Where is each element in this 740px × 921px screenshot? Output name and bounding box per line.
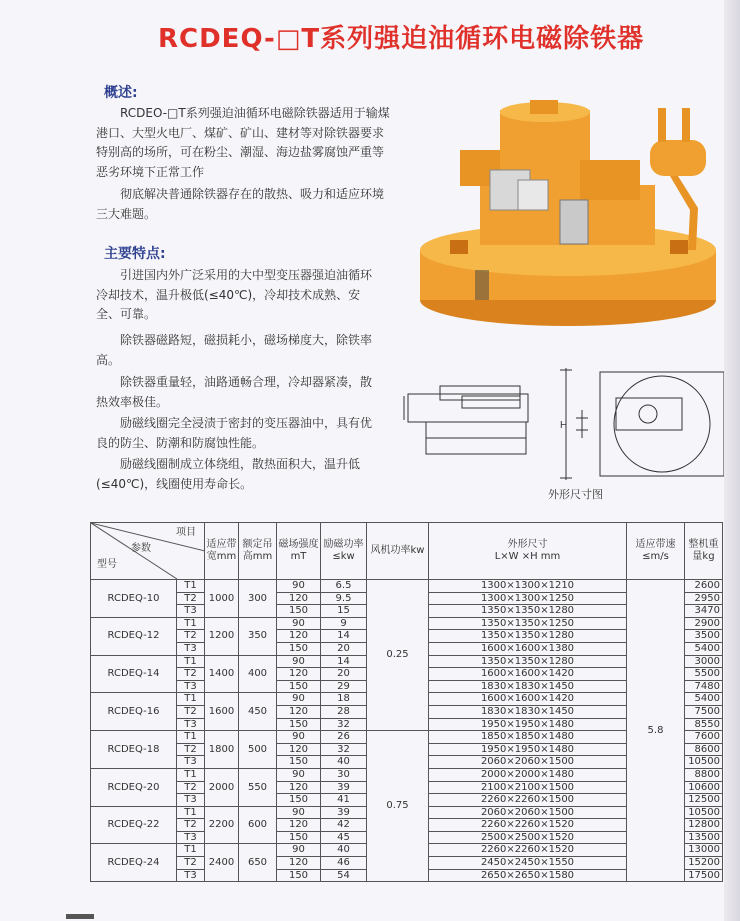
weight-cell: 10500 xyxy=(685,806,723,819)
belt-width-cell: 1800 xyxy=(205,731,239,769)
item-cell: T3 xyxy=(177,794,205,807)
hang-height-cell: 500 xyxy=(239,731,277,769)
item-cell: T3 xyxy=(177,718,205,731)
field-strength-cell: 120 xyxy=(277,857,321,870)
weight-cell: 3500 xyxy=(685,630,723,643)
field-strength-cell: 150 xyxy=(277,831,321,844)
item-cell: T3 xyxy=(177,831,205,844)
field-strength-cell: 90 xyxy=(277,731,321,744)
header-model: 型号 xyxy=(97,559,117,570)
weight-cell: 2900 xyxy=(685,617,723,630)
excitation-power-cell: 46 xyxy=(321,857,367,870)
dimensions-cell: 1350×1350×1250 xyxy=(429,617,627,630)
field-strength-cell: 150 xyxy=(277,718,321,731)
weight-cell: 17500 xyxy=(685,869,723,882)
excitation-power-cell: 54 xyxy=(321,869,367,882)
dimensions-cell: 1300×1300×1210 xyxy=(429,580,627,593)
header-dimensions-unit: L×W ×H mm xyxy=(494,551,561,562)
excitation-power-cell: 42 xyxy=(321,819,367,832)
excitation-power-cell: 18 xyxy=(321,693,367,706)
hang-height-cell: 350 xyxy=(239,617,277,655)
dimensions-cell: 2260×2260×1500 xyxy=(429,794,627,807)
model-cell: RCDEQ-10 xyxy=(91,580,177,618)
excitation-power-cell: 6.5 xyxy=(321,580,367,593)
field-strength-cell: 120 xyxy=(277,592,321,605)
weight-cell: 5400 xyxy=(685,642,723,655)
field-strength-cell: 90 xyxy=(277,580,321,593)
header-weight: 整机重量kg xyxy=(685,523,723,580)
field-strength-cell: 90 xyxy=(277,768,321,781)
header-dimensions-label: 外形尺寸 xyxy=(507,539,548,550)
drawing-h-label: H xyxy=(560,420,568,431)
weight-cell: 10600 xyxy=(685,781,723,794)
belt-speed-cell: 5.8 xyxy=(627,580,685,882)
dimensions-cell: 2260×2260×1520 xyxy=(429,844,627,857)
dimensions-cell: 1350×1350×1280 xyxy=(429,605,627,618)
item-cell: T2 xyxy=(177,819,205,832)
item-cell: T3 xyxy=(177,756,205,769)
model-cell: RCDEQ-12 xyxy=(91,617,177,655)
dimensions-cell: 1950×1950×1480 xyxy=(429,743,627,756)
header-dimensions xyxy=(429,523,627,580)
header-excitation-power: 励磁功率≤kw xyxy=(321,523,367,580)
field-strength-cell: 150 xyxy=(277,756,321,769)
excitation-power-cell: 9 xyxy=(321,617,367,630)
excitation-power-cell: 32 xyxy=(321,718,367,731)
weight-cell: 13000 xyxy=(685,844,723,857)
dimensions-cell: 1600×1600×1420 xyxy=(429,668,627,681)
weight-cell: 12500 xyxy=(685,794,723,807)
product-photo xyxy=(420,100,720,330)
item-cell: T3 xyxy=(177,869,205,882)
item-cell: T3 xyxy=(177,680,205,693)
item-cell: T2 xyxy=(177,781,205,794)
belt-width-cell: 1200 xyxy=(205,617,239,655)
spec-table xyxy=(90,522,723,882)
weight-cell: 8800 xyxy=(685,768,723,781)
item-cell: T1 xyxy=(177,731,205,744)
belt-width-cell: 2400 xyxy=(205,844,239,882)
header-item: 项目 xyxy=(176,527,196,538)
dimensions-cell: 1850×1850×1480 xyxy=(429,731,627,744)
excitation-power-cell: 41 xyxy=(321,794,367,807)
excitation-power-cell: 15 xyxy=(321,605,367,618)
spec-table-body xyxy=(91,580,723,882)
features-paragraph-4: 励磁线圈完全浸渍于密封的变压器油中，具有优良的防尘、防潮和防腐蚀性能。 xyxy=(96,416,373,450)
field-strength-cell: 90 xyxy=(277,844,321,857)
dimensions-cell: 2060×2060×1500 xyxy=(429,756,627,769)
excitation-power-cell: 26 xyxy=(321,731,367,744)
dimensions-cell: 1350×1350×1280 xyxy=(429,630,627,643)
field-strength-cell: 120 xyxy=(277,668,321,681)
excitation-power-cell: 45 xyxy=(321,831,367,844)
model-cell: RCDEQ-14 xyxy=(91,655,177,693)
features-paragraph-3: 除铁器重量轻，油路通畅合理，冷却器紧凑，散热效率极佳。 xyxy=(96,375,373,409)
item-cell: T3 xyxy=(177,642,205,655)
item-cell: T1 xyxy=(177,844,205,857)
header-fan-power: 风机功率kw xyxy=(367,523,429,580)
overview-paragraph-1: RCDEO-□T系列强迫油循环电磁除铁器适用于输煤港口、大型火电厂、煤矿、矿山、建材等对除铁器要求特别高的场所，可在粉尘、潮湿、海边盐雾腐蚀严重等恶劣环境下正常工作 xyxy=(96,106,390,179)
item-cell: T1 xyxy=(177,655,205,668)
hang-height-cell: 450 xyxy=(239,693,277,731)
fan-power-cell: 0.25 xyxy=(367,580,429,731)
weight-cell: 5500 xyxy=(685,668,723,681)
fan-power-cell: 0.75 xyxy=(367,731,429,882)
weight-cell: 10500 xyxy=(685,756,723,769)
item-cell: T3 xyxy=(177,605,205,618)
item-cell: T1 xyxy=(177,806,205,819)
features-paragraph-5: 励磁线圈制成立体绕组，散热面积大，温升低(≤40℃)，线圈使用寿命长。 xyxy=(96,457,361,491)
item-cell: T1 xyxy=(177,617,205,630)
excitation-power-cell: 40 xyxy=(321,844,367,857)
field-strength-cell: 90 xyxy=(277,693,321,706)
model-cell: RCDEQ-22 xyxy=(91,806,177,844)
excitation-power-cell: 14 xyxy=(321,630,367,643)
weight-cell: 3000 xyxy=(685,655,723,668)
item-cell: T2 xyxy=(177,857,205,870)
field-strength-cell: 150 xyxy=(277,794,321,807)
field-strength-cell: 120 xyxy=(277,630,321,643)
field-strength-cell: 150 xyxy=(277,869,321,882)
excitation-power-cell: 39 xyxy=(321,806,367,819)
dimensions-cell: 2500×2500×1520 xyxy=(429,831,627,844)
weight-cell: 7500 xyxy=(685,705,723,718)
dimensions-cell: 2000×2000×1480 xyxy=(429,768,627,781)
model-cell: RCDEQ-24 xyxy=(91,844,177,882)
excitation-power-cell: 20 xyxy=(321,642,367,655)
field-strength-cell: 120 xyxy=(277,819,321,832)
header-belt-width: 适应带宽mm xyxy=(205,523,239,580)
excitation-power-cell: 39 xyxy=(321,781,367,794)
excitation-power-cell: 32 xyxy=(321,743,367,756)
weight-cell: 12800 xyxy=(685,819,723,832)
weight-cell: 2600 xyxy=(685,580,723,593)
dimensions-cell: 1830×1830×1450 xyxy=(429,705,627,718)
excitation-power-cell: 30 xyxy=(321,768,367,781)
page-title: RCDEQ-□T系列强迫油循环电磁除铁器 xyxy=(158,24,645,54)
header-field-strength: 磁场强度mT xyxy=(277,523,321,580)
weight-cell: 8600 xyxy=(685,743,723,756)
weight-cell: 2950 xyxy=(685,592,723,605)
item-cell: T2 xyxy=(177,743,205,756)
belt-width-cell: 1600 xyxy=(205,693,239,731)
weight-cell: 7480 xyxy=(685,680,723,693)
page-corner-mark xyxy=(66,914,94,919)
dimension-drawing xyxy=(400,368,728,480)
dimensions-cell: 2450×2450×1550 xyxy=(429,857,627,870)
belt-width-cell: 1000 xyxy=(205,580,239,618)
weight-cell: 13500 xyxy=(685,831,723,844)
item-cell: T2 xyxy=(177,705,205,718)
model-cell: RCDEQ-16 xyxy=(91,693,177,731)
hang-height-cell: 650 xyxy=(239,844,277,882)
diagonal-header-cell xyxy=(91,523,205,580)
item-cell: T2 xyxy=(177,592,205,605)
header-belt-speed: 适应带速≤m/s xyxy=(627,523,685,580)
belt-width-cell: 2200 xyxy=(205,806,239,844)
header-hang-height: 额定吊高mm xyxy=(239,523,277,580)
dimensions-cell: 1350×1350×1280 xyxy=(429,655,627,668)
excitation-power-cell: 20 xyxy=(321,668,367,681)
drawing-caption: 外形尺寸图 xyxy=(548,488,603,501)
dimensions-cell: 1600×1600×1380 xyxy=(429,642,627,655)
page-edge xyxy=(724,0,740,921)
hang-height-cell: 600 xyxy=(239,806,277,844)
overview-heading: 概述: xyxy=(104,85,138,101)
item-cell: T1 xyxy=(177,768,205,781)
field-strength-cell: 90 xyxy=(277,655,321,668)
item-cell: T1 xyxy=(177,580,205,593)
excitation-power-cell: 29 xyxy=(321,680,367,693)
features-paragraph-1: 引进国内外广泛采用的大中型变压器强迫油循环冷却技术，温升极低(≤40℃)，冷却技术成熟、安全、可靠。 xyxy=(96,268,373,321)
excitation-power-cell: 14 xyxy=(321,655,367,668)
hang-height-cell: 300 xyxy=(239,580,277,618)
item-cell: T1 xyxy=(177,693,205,706)
dimensions-cell: 1830×1830×1450 xyxy=(429,680,627,693)
model-cell: RCDEQ-20 xyxy=(91,768,177,806)
weight-cell: 5400 xyxy=(685,693,723,706)
dimensions-cell: 2100×2100×1500 xyxy=(429,781,627,794)
field-strength-cell: 90 xyxy=(277,806,321,819)
header-params: 参数 xyxy=(131,543,151,554)
field-strength-cell: 150 xyxy=(277,605,321,618)
weight-cell: 15200 xyxy=(685,857,723,870)
field-strength-cell: 150 xyxy=(277,642,321,655)
weight-cell: 8550 xyxy=(685,718,723,731)
field-strength-cell: 120 xyxy=(277,705,321,718)
features-heading: 主要特点: xyxy=(104,246,166,262)
excitation-power-cell: 9.5 xyxy=(321,592,367,605)
item-cell: T2 xyxy=(177,630,205,643)
model-cell: RCDEQ-18 xyxy=(91,731,177,769)
excitation-power-cell: 40 xyxy=(321,756,367,769)
dimensions-cell: 1950×1950×1480 xyxy=(429,718,627,731)
table-row xyxy=(91,580,723,593)
dimensions-cell: 2060×2060×1500 xyxy=(429,806,627,819)
item-cell: T2 xyxy=(177,668,205,681)
belt-width-cell: 2000 xyxy=(205,768,239,806)
field-strength-cell: 90 xyxy=(277,617,321,630)
hang-height-cell: 400 xyxy=(239,655,277,693)
dimensions-cell: 1300×1300×1250 xyxy=(429,592,627,605)
dimensions-cell: 2260×2260×1520 xyxy=(429,819,627,832)
dimensions-cell: 1600×1600×1420 xyxy=(429,693,627,706)
hang-height-cell: 550 xyxy=(239,768,277,806)
weight-cell: 3470 xyxy=(685,605,723,618)
field-strength-cell: 120 xyxy=(277,781,321,794)
excitation-power-cell: 28 xyxy=(321,705,367,718)
belt-width-cell: 1400 xyxy=(205,655,239,693)
features-paragraph-2: 除铁器磁路短，磁损耗小，磁场梯度大，除铁率高。 xyxy=(96,333,373,367)
field-strength-cell: 120 xyxy=(277,743,321,756)
field-strength-cell: 150 xyxy=(277,680,321,693)
dimensions-cell: 2650×2650×1580 xyxy=(429,869,627,882)
overview-paragraph-2: 彻底解决普通除铁器存在的散热、吸力和适应环境三大难题。 xyxy=(96,187,385,221)
weight-cell: 7600 xyxy=(685,731,723,744)
